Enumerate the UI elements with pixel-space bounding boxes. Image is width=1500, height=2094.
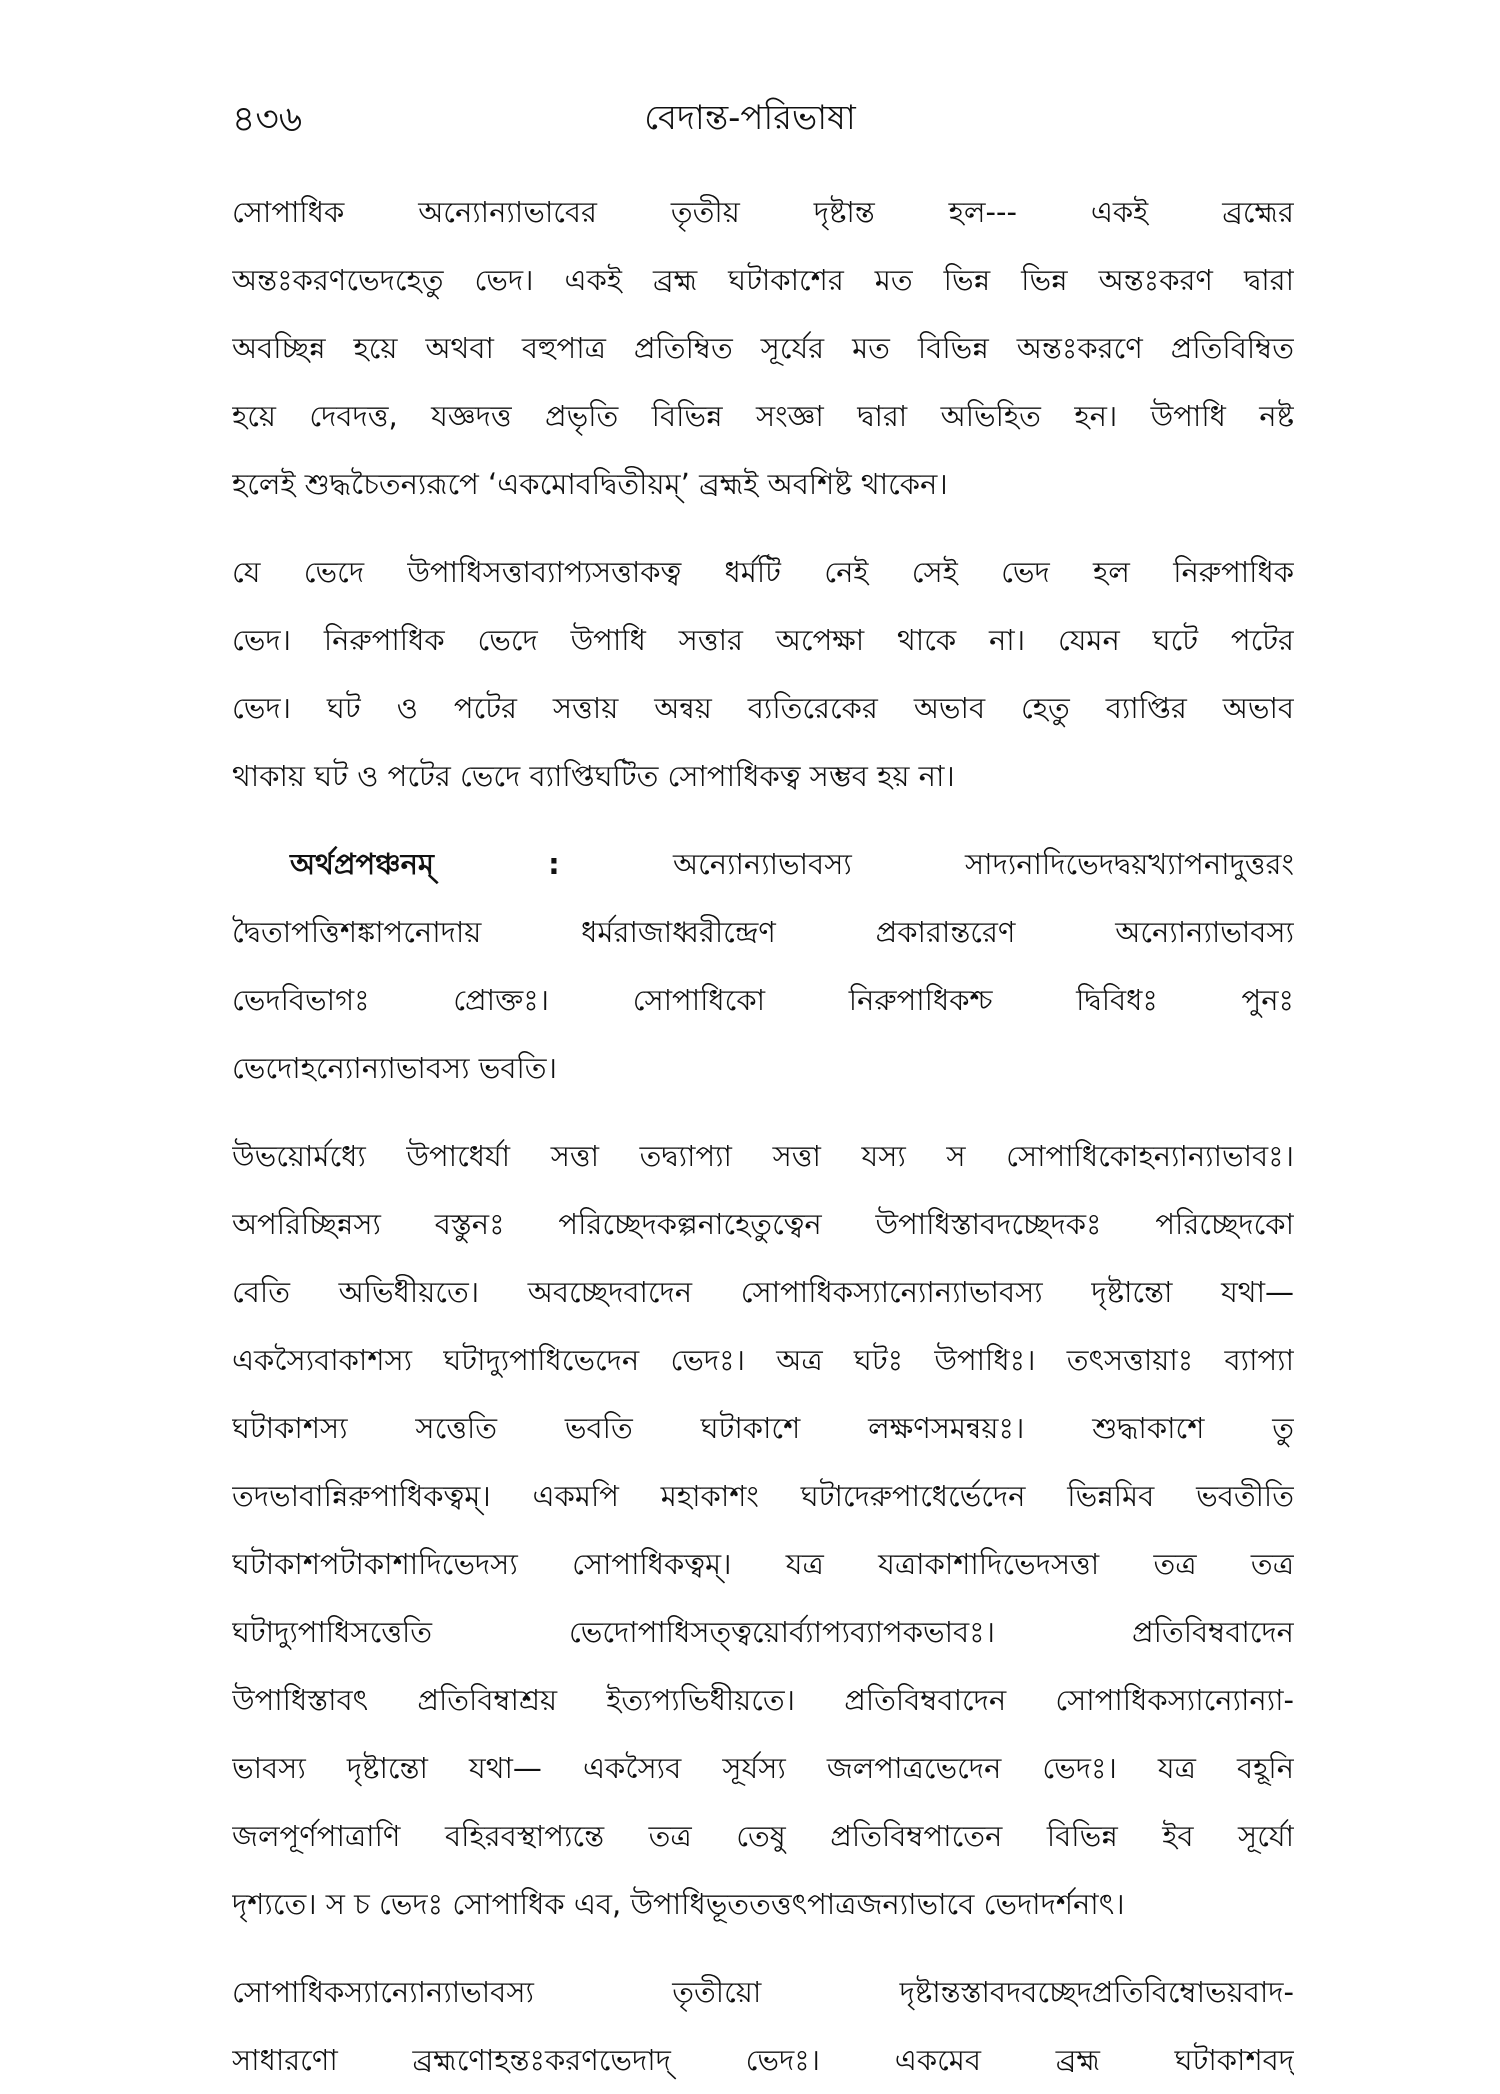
text-line: সোপাধিকস্যান্যোন্যাভাবস্য তৃতীয়ো দৃষ্টান্তস্তাবদবচ্ছেদপ্রতিবিম্বোভয়বাদ- bbox=[232, 1975, 1294, 2009]
text-line: উপাধিস্তাবৎ প্রতিবিম্বাশ্রয় ইত্যপ্যভিধীয়তে। প্রতিবিম্ববাদেন সোপাধিকস্যান্যোন্যা- bbox=[232, 1683, 1294, 1717]
paragraph-gap bbox=[232, 518, 1294, 538]
text-line: জলপূর্ণপাত্রাণি বহিরবস্থাপ্যন্তে তত্র তেষু প্রতিবিম্বপাতেন বিভিন্ন ইব সূর্যো bbox=[232, 1819, 1294, 1853]
text-line: অন্তঃকরণভেদহেতু ভেদ। একই ব্রহ্ম ঘটাকাশের মত ভিন্ন ভিন্ন অন্তঃকরণ দ্বারা bbox=[232, 263, 1294, 297]
text-line: ঘটাকাশপটাকাশাদিভেদস্য সোপাধিকত্বম্। যত্র যত্রাকাশাদিভেদসত্তা তত্র তত্র bbox=[232, 1547, 1294, 1581]
text-line: ভেদোহন্যোন্যাভাবস্য ভবতি। bbox=[232, 1051, 557, 1085]
body-text bbox=[232, 178, 1294, 2094]
text-line: দৃশ্যতে। স চ ভেদঃ সোপাধিক এব, উপাধিভূততত্তৎপাত্রজন্যাভাবে ভেদাদর্শনাৎ। bbox=[232, 1887, 1125, 1921]
text-line: সোপাধিক অন্যোন্যাভাবের তৃতীয় দৃষ্টান্ত হল--- একই ব্রহ্মের bbox=[232, 195, 1294, 229]
paragraph-gap bbox=[232, 810, 1294, 830]
text-line: দ্বৈতাপত্তিশঙ্কাপনোদায় ধর্মরাজাধ্বরীন্দ্রেণ প্রকারান্তরেণ অন্যোন্যাভাবস্য bbox=[232, 915, 1294, 949]
text-line: ভেদবিভাগঃ প্রোক্তঃ। সোপাধিকো নিরুপাধিকশ্চ দ্বিবিধঃ পুনঃ bbox=[232, 983, 1294, 1017]
text-line: ভাবস্য দৃষ্টান্তো যথা— একস্যৈব সূর্যস্য জলপাত্রভেদেন ভেদঃ। যত্র বহূনি bbox=[232, 1751, 1294, 1785]
paragraph-1 bbox=[232, 178, 1294, 518]
text-line: অপরিচ্ছিন্নস্য বস্তুনঃ পরিচ্ছেদকল্পনাহেতুত্বেন উপাধিস্তাবদচ্ছেদকঃ পরিচ্ছেদকো bbox=[232, 1207, 1294, 1241]
paragraph-3 bbox=[232, 830, 1294, 1102]
text-line: যে ভেদে উপাধিসত্তাব্যাপ্যসত্তাকত্ব ধর্মটি নেই সেই ভেদ হল নিরুপাধিক bbox=[232, 555, 1294, 589]
paragraph-4 bbox=[232, 1122, 1294, 1938]
page-header bbox=[0, 92, 1500, 142]
text-line: উভয়োর্মধ্যে উপাধের্যা সত্তা তদ্ব্যাপ্যা সত্তা যস্য স সোপাধিকোহন্যান্যাভাবঃ। bbox=[232, 1139, 1294, 1173]
text-run: অন্যোন্যাভাবস্য সাদ্যনাদিভেদদ্বয়খ্যাপনাদুত্তরং bbox=[559, 847, 1294, 881]
text-line: থাকায় ঘট ও পটের ভেদে ব্যাপ্তিঘটিত সোপাধিকত্ব সম্ভব হয় না। bbox=[232, 759, 955, 793]
running-title: বেদান্ত-পরিভাষা bbox=[644, 98, 856, 138]
paragraph-2 bbox=[232, 538, 1294, 810]
paragraph-gap bbox=[232, 1938, 1294, 1958]
page-number: ৪৩৬ bbox=[232, 99, 303, 140]
text-line: সাধারণো ব্রহ্মণোহন্তঃকরণভেদাদ্ ভেদঃ। একমেব ব্রহ্ম ঘটাকাশবদ্ bbox=[232, 2043, 1294, 2077]
text-line: ঘটাকাশস্য সত্তেতি ভবতি ঘটাকাশে লক্ষণসমন্বয়ঃ। শুদ্ধাকাশে তু bbox=[232, 1411, 1294, 1445]
text-line: হলেই শুদ্ধচৈতন্যরূপে ‘একমোবদ্বিতীয়ম্’ ব্রহ্মই অবশিষ্ট থাকেন। bbox=[232, 467, 948, 501]
text-line: অবচ্ছিন্ন হয়ে অথবা বহুপাত্র প্রতিম্বিত সূর্যের মত বিভিন্ন অন্তঃকরণে প্রতিবিম্বিত bbox=[232, 331, 1294, 365]
text-line: ঘটাদ্যুপাধিসত্তেতি ভেদোপাধিসত্ত্বয়োর্ব্যাপ্যব্যাপকভাবঃ। প্রতিবিম্ববাদেন bbox=[232, 1615, 1294, 1649]
text-line: একস্যৈবাকাশস্য ঘটাদ্যুপাধিভেদেন ভেদঃ। অত্র ঘটঃ উপাধিঃ। তৎসত্তায়াঃ ব্যাপ্যা bbox=[232, 1343, 1294, 1377]
paragraph-5 bbox=[232, 1958, 1294, 2094]
text-line: ভেদ। নিরুপাধিক ভেদে উপাধি সত্তার অপেক্ষা থাকে না। যেমন ঘটে পটের bbox=[232, 623, 1294, 657]
text-line: বেতি অভিধীয়তে। অবচ্ছেদবাদেন সোপাধিকস্যান্যোন্যাভাবস্য দৃষ্টান্তো যথা— bbox=[232, 1275, 1294, 1309]
text-line: হয়ে দেবদত্ত, যজ্ঞদত্ত প্রভৃতি বিভিন্ন সংজ্ঞা দ্বারা অভিহিত হন। উপাধি নষ্ট bbox=[232, 399, 1294, 433]
text-line bbox=[232, 830, 1294, 898]
text-line: তদভাবান্নিরুপাধিকত্বম্। একমপি মহাকাশং ঘটাদেরুপাধের্ভেদেন ভিন্নমিব ভবতীতি bbox=[232, 1479, 1294, 1513]
text-line: ভেদ। ঘট ও পটের সত্তায় অন্বয় ব্যতিরেকের অভাব হেতু ব্যাপ্তির অভাব bbox=[232, 691, 1294, 725]
paragraph-gap bbox=[232, 1102, 1294, 1122]
section-heading: অর্থপ্রপঞ্চনম্ : bbox=[290, 847, 560, 881]
